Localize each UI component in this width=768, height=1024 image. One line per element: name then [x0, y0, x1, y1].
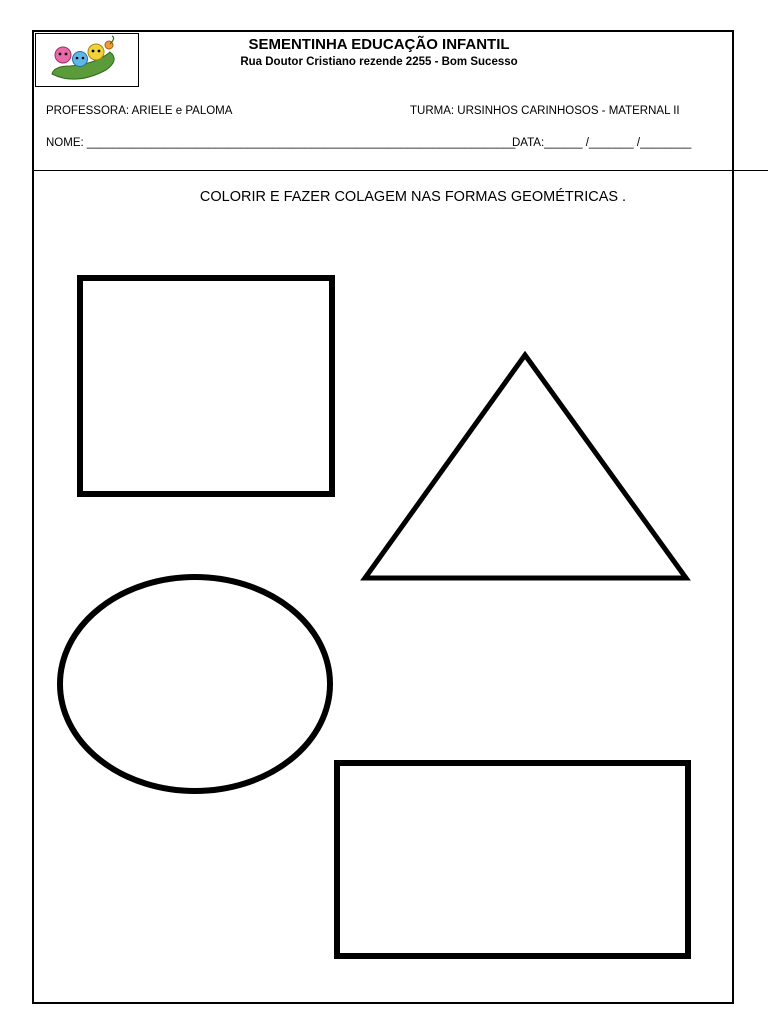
- class-field: TURMA: URSINHOS CARINHOSOS - MATERNAL II: [410, 105, 680, 117]
- name-field[interactable]: NOME: ___________________________________________________________________: [46, 137, 516, 149]
- activity-instruction: COLORIR E FAZER COLAGEM NAS FORMAS GEOMÉTRICAS .: [199, 189, 627, 205]
- school-address: Rua Doutor Cristiano rezende 2255 - Bom Sucesso: [240, 56, 518, 68]
- date-field[interactable]: DATA:______ /_______ /________: [512, 137, 692, 149]
- rectangle-shape[interactable]: [337, 763, 688, 956]
- triangle-shape[interactable]: [365, 355, 686, 578]
- school-name: SEMENTINHA EDUCAÇÃO INFANTIL: [248, 36, 510, 53]
- teacher-field: PROFESSORA: ARIELE e PALOMA: [46, 105, 233, 117]
- oval-shape[interactable]: [60, 577, 330, 791]
- square-shape[interactable]: [80, 278, 332, 494]
